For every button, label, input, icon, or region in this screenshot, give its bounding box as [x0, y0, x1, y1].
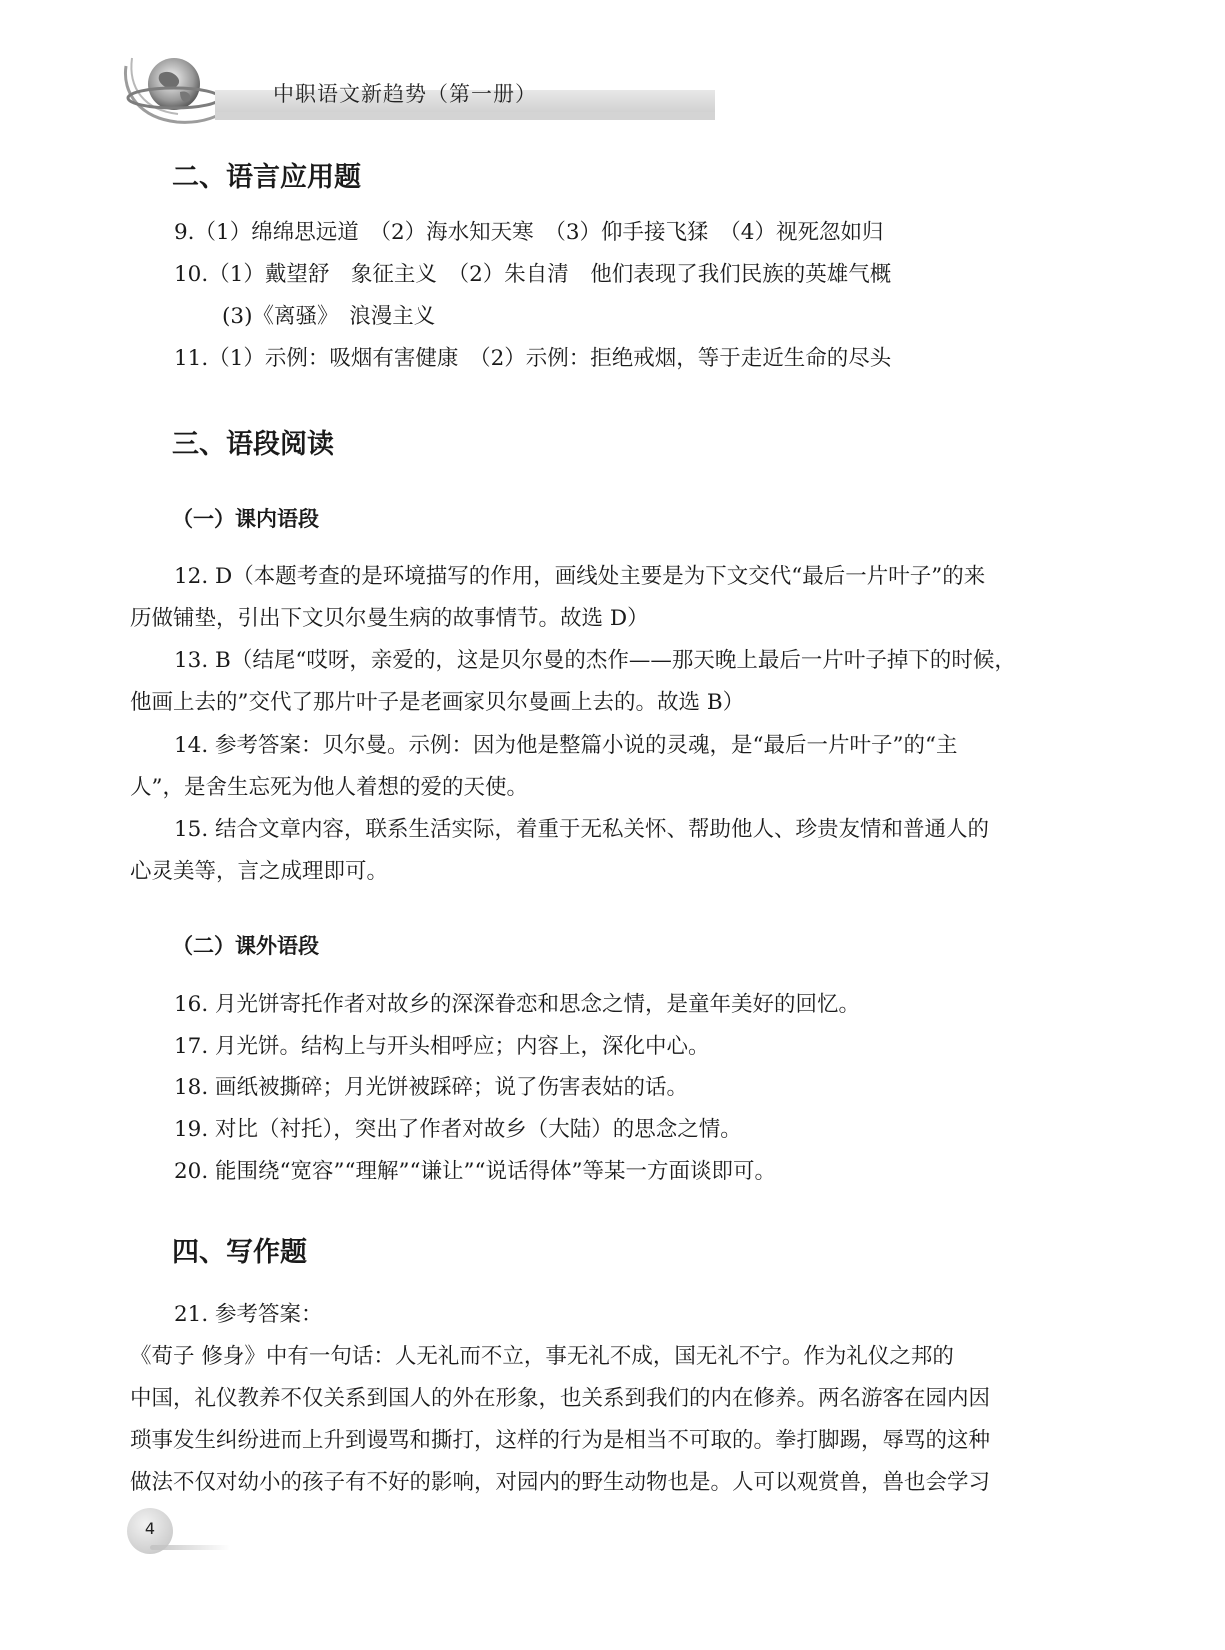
- footer-decoration: [150, 1545, 230, 1550]
- answer-line: 14. 参考答案：贝尔曼。示例：因为他是整篇小说的灵魂，是“最后一片叶子”的“主: [174, 733, 958, 758]
- answer-line: 11.（1）示例：吸烟有害健康 （2）示例：拒绝戒烟，等于走近生命的尽头: [174, 346, 892, 371]
- page-header: [0, 0, 1225, 140]
- page-number: 4: [144, 1519, 156, 1538]
- answer-line: 21. 参考答案：: [174, 1302, 323, 1327]
- essay-line: 做法不仅对幼小的孩子有不好的影响，对园内的野生动物也是。人可以观赏兽，兽也会学习: [130, 1470, 991, 1495]
- section-heading: 三、语段阅读: [172, 429, 334, 460]
- answer-line: 16. 月光饼寄托作者对故乡的深深眷恋和思念之情，是童年美好的回忆。: [174, 992, 861, 1017]
- essay-line: 中国，礼仪教养不仅关系到国人的外在形象，也关系到我们的内在修养。两名游客在园内因: [130, 1386, 991, 1411]
- answer-line: 历做铺垫，引出下文贝尔曼生病的故事情节。故选 D）: [130, 606, 649, 631]
- answer-line: 13. B（结尾“哎呀，亲爱的，这是贝尔曼的杰作——那天晚上最后一片叶子掉下的时候，: [174, 648, 1016, 673]
- essay-line: 琐事发生纠纷进而上升到谩骂和撕打，这样的行为是相当不可取的。拳打脚踢，辱骂的这种: [130, 1428, 991, 1453]
- answer-line: 9.（1）绵绵思远道 （2）海水知天寒 （3）仰手接飞猱 （4）视死忽如归: [174, 220, 884, 245]
- answer-line: (3)《离骚》 浪漫主义: [222, 304, 436, 329]
- answer-line: 他画上去的”交代了那片叶子是老画家贝尔曼画上去的。故选 B）: [130, 690, 745, 715]
- answer-line: 18. 画纸被撕碎；月光饼被踩碎；说了伤害表姑的话。: [174, 1075, 689, 1100]
- answer-line: 12. D（本题考查的是环境描写的作用，画线处主要是为下文交代“最后一片叶子”的来: [174, 564, 986, 589]
- header-rule: [215, 112, 715, 120]
- answer-line: 20. 能围绕“宽容”“理解”“谦让”“说话得体”等某一方面谈即可。: [174, 1159, 776, 1184]
- answer-line: 心灵美等，言之成理即可。: [130, 859, 389, 884]
- answer-line: 17. 月光饼。结构上与开头相呼应；内容上，深化中心。: [174, 1034, 710, 1059]
- header-title: 中职语文新趋势（第一册）: [273, 82, 537, 106]
- answer-line: 10.（1）戴望舒 象征主义 （2）朱自清 他们表现了我们民族的英雄气概: [174, 262, 892, 287]
- answer-line: 19. 对比（衬托），突出了作者对故乡（大陆）的思念之情。: [174, 1117, 742, 1142]
- section-heading: 二、语言应用题: [172, 162, 361, 193]
- essay-line: 《荀子 修身》中有一句话：人无礼而不立，事无礼不成，国无礼不宁。作为礼仪之邦的: [130, 1344, 954, 1369]
- sub-heading: （一）课内语段: [172, 507, 319, 531]
- sub-heading: （二）课外语段: [172, 934, 319, 958]
- section-heading: 四、写作题: [172, 1237, 307, 1268]
- answer-line: 15. 结合文章内容，联系生活实际，着重于无私关怀、帮助他人、珍贵友情和普通人的: [174, 817, 990, 842]
- answer-line: 人”，是舍生忘死为他人着想的爱的天使。: [130, 775, 528, 800]
